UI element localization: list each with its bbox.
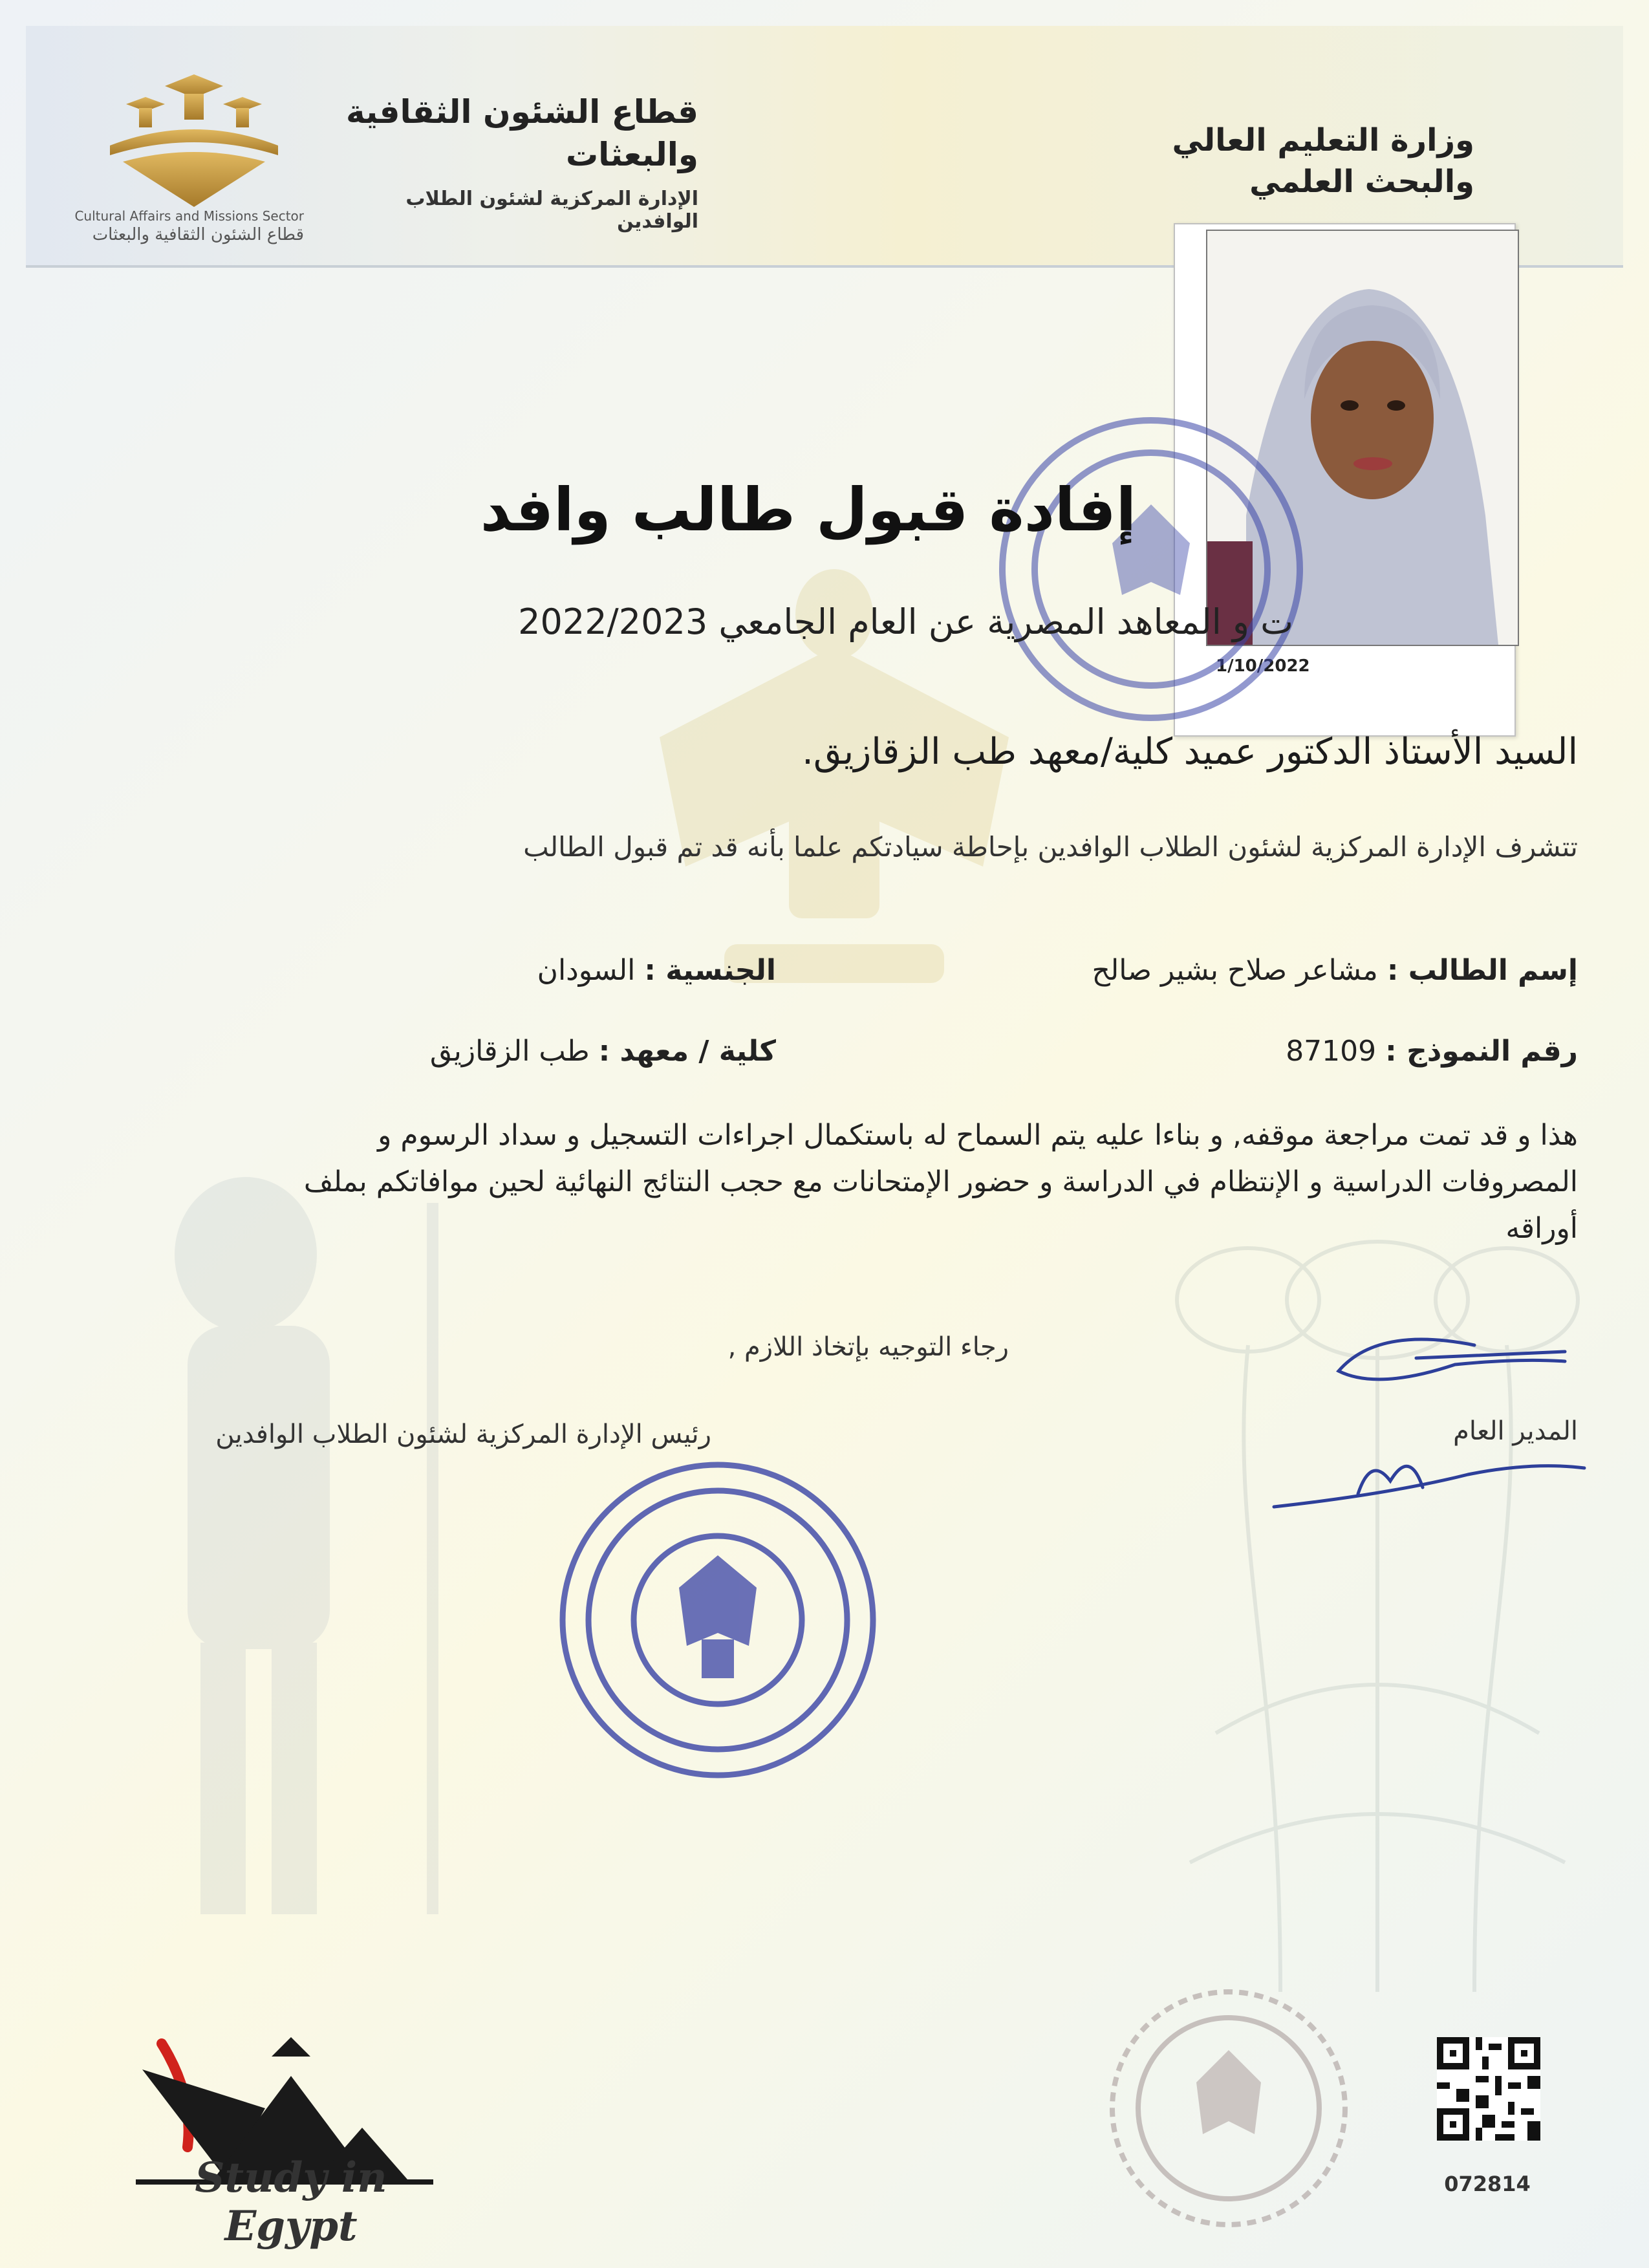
sector-title-line1: قطاع الشئون الثقافية bbox=[346, 93, 698, 131]
ministry-name bbox=[1099, 120, 1474, 202]
photo-stamp-icon bbox=[983, 401, 1319, 737]
document-subtitle: ت و المعاهد المصرية عن العام الجامعي 2022/2023 bbox=[518, 601, 1293, 642]
photo-date: 1/10/2022 bbox=[1216, 656, 1310, 676]
student-name-label: إسم الطالب : bbox=[1386, 954, 1578, 987]
body-line-3: أوراقه bbox=[1505, 1212, 1578, 1245]
student-name-field bbox=[905, 954, 1578, 987]
form-number-field bbox=[905, 1035, 1578, 1068]
body-line-2: المصروفات الدراسية و الإنتظام في الدراسة و حضور الإمتحانات مع حجب النتائج النهائية لحين موافاتكم بملف bbox=[303, 1165, 1578, 1198]
intro-text: تتشرف الإدارة المركزية لشئون الطلاب الوافدين بإحاطة سيادتكم علما بأنه قد تم قبول الطالب bbox=[523, 831, 1578, 863]
student-name-value: مشاعر صلاح بشير صالح bbox=[1092, 954, 1378, 987]
form-number-label: رقم النموذج : bbox=[1385, 1035, 1578, 1068]
body-paragraph bbox=[129, 1112, 1578, 1252]
addressee: السيد الأستاذ الدكتور عميد كلية/معهد طب الزقازيق. bbox=[802, 731, 1578, 773]
signatory-right: المدير العام bbox=[1453, 1416, 1578, 1446]
serial-number: 072814 bbox=[1444, 2172, 1531, 2196]
study-in-egypt-text: Study in Egypt bbox=[195, 2154, 387, 2251]
faculty-field bbox=[323, 1035, 776, 1068]
logo-caption-english: Cultural Affairs and Missions Sector bbox=[74, 208, 304, 224]
pharaoh-watermark-icon bbox=[78, 1164, 530, 1940]
closing-line: رجاء التوجيه بإتخاذ اللازم , bbox=[727, 1332, 1009, 1362]
document-title: إفادة قبول طالب وافد bbox=[480, 475, 1137, 545]
nationality-label: الجنسية : bbox=[644, 954, 776, 987]
ministry-line2: والبحث العلمي bbox=[1249, 164, 1474, 200]
logo-caption-arabic: قطاع الشئون الثقافية والبعثات bbox=[92, 225, 304, 244]
body-line-1: هذا و قد تمت مراجعة موقفه, و بناءا عليه يتم السماح له باستكمال اجراءات التسجيل و سداد الرسوم و bbox=[378, 1119, 1578, 1152]
sector-title bbox=[336, 91, 698, 176]
faculty-label: كلية / معهد : bbox=[598, 1035, 776, 1068]
ministry-stamp-icon bbox=[537, 1439, 899, 1801]
nationality-field bbox=[323, 954, 776, 987]
sector-title-line2: والبعثات bbox=[565, 136, 698, 173]
qr-code-icon bbox=[1437, 2037, 1540, 2141]
form-number-value: 87109 bbox=[1286, 1035, 1377, 1068]
embossed-seal-icon bbox=[1099, 1979, 1358, 2238]
sector-subtitle: الإدارة المركزية لشئون الطلاب الوافدين bbox=[405, 188, 698, 233]
faculty-value: طب الزقازيق bbox=[429, 1035, 590, 1068]
ministry-line1: وزارة التعليم العالي bbox=[1172, 122, 1474, 158]
nationality-value: السودان bbox=[537, 954, 636, 987]
signatory-left: رئيس الإدارة المركزية لشئون الطلاب الوافدين bbox=[215, 1420, 711, 1449]
